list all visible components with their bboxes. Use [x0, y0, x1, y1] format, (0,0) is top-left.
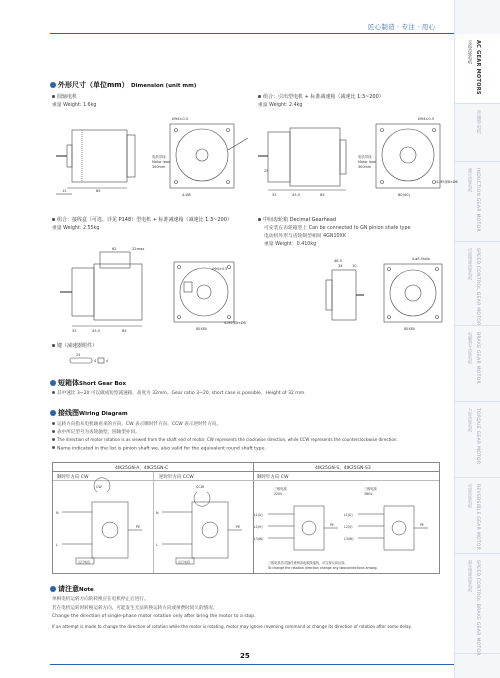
sidebar-tab-label: 普通型电机: [476, 110, 481, 134]
combo2-label: 组合：接线盒（可选、详见 P148）型电机 + 标准减速箱（减速比 1:3~200）: [52, 216, 232, 223]
dim-label: 80(40): [398, 193, 410, 197]
bullet-icon: [52, 422, 55, 425]
wiring-note: 运转方向指从电机轴看来的方向。CW 表示顺时针方向，CCW 表示逆时针方向。: [52, 421, 221, 427]
sidebar-tab-reversible[interactable]: [455, 478, 500, 554]
square-bullet-icon: [258, 95, 261, 98]
dim-label: 34: [338, 264, 343, 268]
sidebar-tab-torque[interactable]: [455, 402, 500, 478]
sidebar-tab-standard[interactable]: [455, 104, 500, 162]
sidebar-tab-speed-brake[interactable]: [455, 554, 500, 654]
dim-label: Ø94±0.5: [172, 117, 189, 121]
sidebar-tab-induction[interactable]: [455, 162, 500, 242]
dim-label: 4-M5深8×Ø6: [436, 180, 458, 184]
wiring-diagram-cw: [52, 482, 152, 572]
dim-label: 85: [96, 189, 101, 193]
wiring-label: PE: [420, 523, 424, 527]
drawing-key: [66, 350, 126, 372]
sidebar-tab-label: 电磁刹车齿轮电机: [468, 332, 473, 364]
dim-label: 4-Ø8: [182, 193, 191, 197]
dim-label: 43.5: [292, 193, 301, 197]
wiring-title: 接线图Wiring Diagram: [50, 408, 128, 418]
bullet-icon: [50, 82, 56, 88]
dim-label: 300mm: [358, 165, 372, 169]
dim-label: 85: [320, 193, 325, 197]
wiring-label: L1(U): [344, 513, 353, 517]
dim-label: 10: [352, 264, 357, 268]
bullet-icon: [50, 380, 56, 386]
short-gear-title: 短箱体Short Gear Box: [50, 378, 126, 388]
wiring-label: L3(W): [254, 537, 264, 541]
dim-label: 33: [72, 329, 77, 333]
sidebar-tab-speed-control[interactable]: [455, 242, 500, 326]
wiring-right-models: 4IK25GN-S、4IK25GN-S3: [315, 466, 371, 471]
wiring-label: L: [56, 543, 58, 547]
dim-label: 80X80: [196, 327, 207, 331]
dim-label: 33: [272, 193, 277, 197]
sidebar-tab-en: SPEED CONTROL BRAKE GEAR MOTOR: [475, 560, 480, 656]
dim-label: 85: [122, 329, 127, 333]
wiring-label: 380V: [364, 492, 373, 496]
wiring-label: PE: [236, 525, 241, 529]
round-shaft-label: 圆轴电机: [52, 93, 77, 100]
sidebar-tab-label: 交流齿轮电机: [468, 40, 473, 64]
sidebar-tab-label: 可逆齿轮电机: [468, 484, 473, 508]
sidebar: [454, 0, 500, 678]
bullet-icon: [52, 446, 55, 449]
wiring-cw-right-label: 顺时针方向 CW: [257, 475, 289, 480]
square-bullet-icon: [52, 218, 55, 221]
footer-divider: [50, 664, 454, 665]
sidebar-tab-label: 感应齿轮电机: [468, 168, 473, 192]
combo-label: 组合：引出型电机 + 标准减速箱（减速比 1:3~200）: [258, 93, 384, 100]
combo2-weight: 重量 Weight: 2.55kg: [52, 226, 100, 231]
wiring-tag: CW: [96, 485, 102, 489]
wiring-diagram-ccw: [152, 482, 252, 572]
key-label: 键（减速器附件）: [52, 342, 97, 349]
wiring-label: 220V: [274, 492, 283, 496]
dim-label: Motor lead: [152, 160, 171, 164]
wiring-label: 运行电容: [78, 560, 91, 564]
wiring-table-header: [53, 463, 439, 472]
short-gear-desc: 其中速比 3~20 可以做成短型减速箱，高度为 32mm。Gear ratio 3~20, short case is possible，Height of 32 mm.: [52, 390, 306, 396]
wiring-label: N: [156, 511, 159, 515]
gearhead-line1: 可安装在齿轮箱型上 Can be connected to GN pinion shafe type: [264, 226, 411, 231]
bullet-icon: [52, 391, 55, 394]
sidebar-tab-label: 力矩齿轮电机: [468, 408, 473, 432]
dim-label: 80X80: [404, 327, 415, 331]
header-slogan: 匠心制造 · 专注 · 用心: [368, 23, 436, 31]
wiring-note: Name indicated in the list is pinion shaft we, also valid for the equivalent round shaft type.: [52, 446, 266, 452]
dim-label: 电机导线: [358, 155, 372, 159]
wiring-label: L: [156, 543, 158, 547]
dim-label: 4: [106, 359, 109, 363]
dim-label: 48.5: [334, 259, 343, 263]
square-bullet-icon: [52, 95, 55, 98]
note-line: 若在电机运转时转换运转方向，可能发生无法转换运转方向或须费时较久的情况。: [52, 606, 218, 611]
sidebar-tab-en: INDUCTION GEAR MOTOR: [475, 168, 480, 232]
sidebar-tab-en: REVERSIBLE GEAR MOTOR: [475, 484, 480, 551]
dim-label: 4-M5深8×Ø6: [224, 321, 246, 325]
wiring-note-en: To change the rotation direction change any twoconnections among.: [268, 566, 378, 570]
dim-label: 电机导线: [152, 155, 166, 159]
note-line: If an attempt is made to change the direction of rotation while the motor is rotating, motor may ignore reversing command or change its direction of rotation after some delay.: [52, 624, 412, 629]
bullet-icon: [50, 586, 56, 592]
wiring-ccw-label: 逆时针方向 CCW: [159, 475, 194, 480]
sidebar-tab-label: 刹车调速齿轮电机: [468, 560, 473, 592]
wiring-cw-label: 顺时针方向 CW: [57, 475, 89, 480]
drawing-gearhead: [272, 250, 452, 340]
sidebar-tab-label: 可逆调速齿轮电机: [468, 248, 473, 280]
bullet-icon: [52, 430, 55, 433]
dim-label: 62: [112, 247, 117, 251]
dim-label: 25: [264, 169, 269, 173]
note-title: 请注意Note: [50, 584, 94, 594]
sidebar-tab-en: SPEED CONTROL GEAR MOTOR: [475, 248, 480, 326]
gearhead-weight: 重量 Weight：0.410kg: [264, 242, 317, 247]
dim-label: 12: [62, 189, 67, 193]
dim-label: Ø94±0.5: [212, 267, 228, 271]
sidebar-tab-en: AC GEAR MOTORS: [475, 40, 481, 95]
dim-label: 22max: [132, 247, 145, 251]
dim-label: Ø94±0.5: [418, 117, 435, 121]
square-bullet-icon: [258, 218, 261, 221]
dim-label: 300mm: [152, 165, 166, 169]
gearhead-line2: 电动机外形与齿轮制型相同 4GN10XK: [264, 234, 346, 239]
wiring-label: L2(V): [344, 525, 353, 529]
wiring-note: 表中所记型号为齿轮轴型，圆轴型亦同。: [52, 429, 140, 435]
wiring-label: L1(U): [254, 513, 263, 517]
dimension-title: 外形尺寸（单位mm） Dimension (unit mm): [50, 80, 196, 90]
wiring-note: The direction of motor rotation is as viewed from the shaft end of motor. CW represents the clockwise direction, while CCW represents the counterclockwise direction.: [52, 437, 398, 442]
wiring-label: PE: [136, 525, 141, 529]
wiring-label: 三相电源: [274, 487, 287, 491]
bullet-icon: [50, 410, 56, 416]
wiring-left-models: 4IK25GN-A、4IK25GN-C: [115, 466, 169, 471]
wiring-table-subheader: [53, 472, 439, 481]
sidebar-tab-brake[interactable]: [455, 326, 500, 402]
wiring-label: L3(W): [344, 537, 354, 541]
note-line: 单相电机运转方向的转换应在电机停止后进行。: [52, 597, 149, 602]
square-bullet-icon: [52, 344, 55, 347]
drawing-round-shaft: [52, 110, 252, 200]
wiring-note-cn: 三相电机若对换任意两条电源线接线，可实现反向运转。: [268, 561, 348, 565]
drawing-combo: [258, 110, 458, 200]
wiring-label: 运行电容: [178, 560, 191, 564]
bullet-icon: [52, 438, 55, 441]
page-number: 25: [240, 652, 250, 660]
drawing-junction-box: [52, 244, 252, 339]
gearhead-label: 中间齿轮箱 Decimal Gearhead: [258, 216, 336, 223]
combo-weight: 重量 Weight: 2.4kg: [258, 103, 303, 108]
wiring-label: N: [56, 511, 59, 515]
sidebar-tab-en: BRAKE GEAR MOTOR: [475, 332, 480, 384]
note-line: Change the direction of single-phase motor rotation only after bring the motor to a stop.: [52, 614, 256, 619]
round-shaft-weight: 重量 Weight: 1.6kg: [52, 103, 97, 108]
dim-label: 4-ø5.5hole: [412, 257, 431, 261]
wiring-label: PE: [330, 523, 334, 527]
dim-label: Motor lead: [358, 160, 377, 164]
wiring-label: 三相电源: [364, 487, 377, 491]
dim-label: 4: [94, 359, 97, 363]
dim-label: 43.5: [92, 329, 101, 333]
sidebar-tab-en: TORQUE GEAR MOTOR: [475, 408, 480, 465]
dim-label: 25: [76, 353, 81, 357]
sidebar-tab-ac-gear-motors[interactable]: [455, 34, 500, 104]
wiring-diagram-three-phase: [254, 482, 444, 572]
wiring-tag: CCW: [196, 485, 205, 489]
wiring-label: L2(V): [254, 525, 263, 529]
